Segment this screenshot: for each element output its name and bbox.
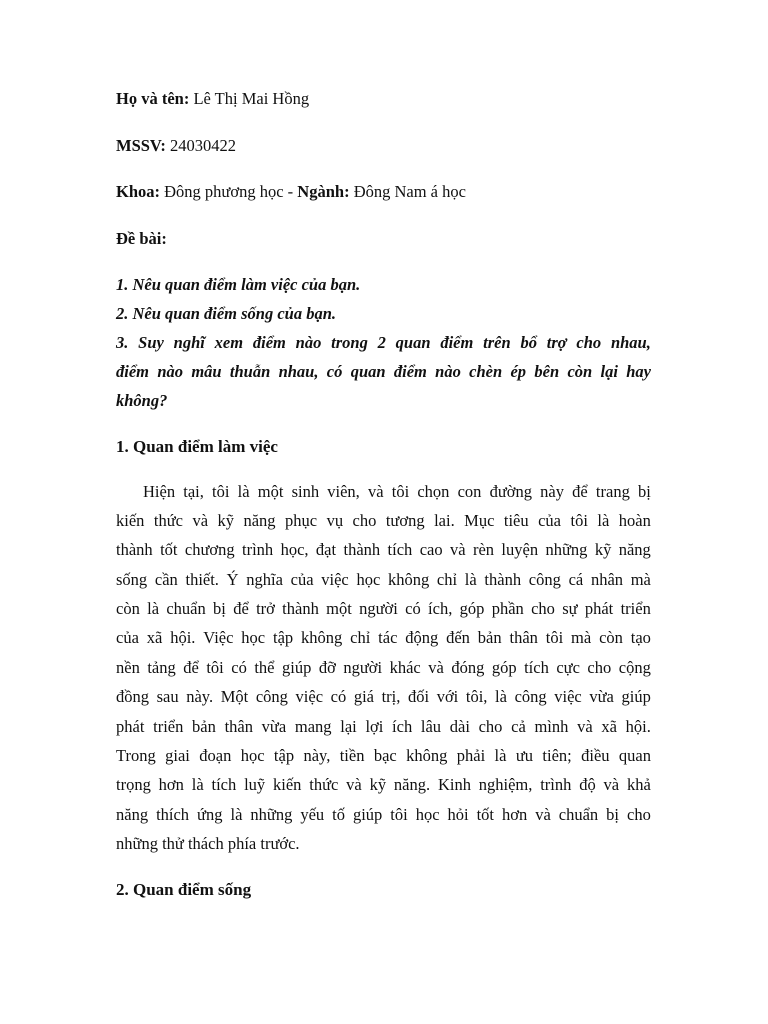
word: tiền [339, 746, 365, 766]
paragraph-line [116, 712, 651, 741]
task-item-3-line-3: không? [116, 390, 168, 410]
word: việc [295, 687, 324, 707]
word: vừa [589, 687, 614, 707]
word: nhau, [278, 361, 319, 381]
word: nhân [590, 569, 624, 589]
word: những [250, 804, 293, 824]
word: những [545, 540, 588, 560]
word: Mục [464, 510, 495, 530]
word: năng. [393, 775, 431, 795]
word: góp [459, 599, 485, 619]
word: đạt [315, 540, 337, 560]
word: tập [273, 746, 295, 766]
word: trở [256, 599, 275, 619]
word: nào [435, 361, 461, 381]
word: nhau, [610, 332, 651, 352]
word: đoạn [199, 746, 232, 766]
word: kiến [272, 775, 302, 795]
word: thành [343, 540, 381, 560]
word: và [603, 775, 620, 795]
word: độ [579, 775, 596, 795]
document-page [116, 84, 651, 920]
word: tốt [160, 540, 178, 560]
word: của [538, 510, 562, 530]
word: xem [214, 332, 244, 352]
student-id-row [116, 131, 651, 160]
word: yếu [300, 804, 325, 824]
word: thuẫn [229, 361, 271, 381]
word: cho [531, 599, 555, 619]
word: là [495, 687, 507, 707]
word: và [192, 510, 209, 530]
word: ích [392, 716, 413, 736]
word: tương [385, 510, 425, 530]
paragraph-line [116, 741, 651, 770]
word: và [428, 657, 444, 677]
word: cực [556, 657, 580, 677]
word: có [405, 599, 421, 619]
word: năng [116, 804, 149, 824]
word: lâu [420, 716, 442, 736]
word: có [326, 361, 343, 381]
word: thích [156, 804, 190, 824]
word: trình [540, 775, 572, 795]
paragraph-line [116, 477, 651, 506]
word: với [436, 687, 459, 707]
section-1-title: 1. Quan điểm làm việc [116, 436, 278, 456]
word: sống [116, 569, 148, 589]
word: còn [567, 361, 593, 381]
id-value: 24030422 [169, 135, 236, 155]
word: chỉ [350, 628, 371, 648]
word: Một [220, 687, 249, 707]
assignment-row [116, 224, 651, 253]
word: của [290, 569, 314, 589]
word: thành [282, 599, 319, 619]
paragraph-line [116, 682, 651, 711]
word: hơn [158, 775, 184, 795]
word: Ý [226, 569, 239, 589]
word: chương [184, 540, 235, 560]
name-label: Họ và tên: [116, 89, 190, 108]
word: quan [395, 332, 431, 352]
word: là [464, 569, 477, 589]
word: hỏi [447, 804, 469, 824]
word: trên [483, 332, 511, 352]
word: luyện [501, 540, 539, 560]
word: trình [242, 540, 274, 560]
word: này [540, 481, 564, 501]
task-item-1: 1. Nêu quan điểm làm việc của bạn. [116, 274, 361, 294]
word: trong [331, 332, 368, 352]
task-item-2: 2. Nêu quan điểm sống của bạn. [116, 303, 337, 323]
paragraph-line [116, 653, 651, 682]
word: là [237, 481, 250, 501]
word: bạc [373, 746, 397, 766]
word: cho [478, 716, 503, 736]
word: phải [456, 746, 486, 766]
word: thức [153, 510, 183, 530]
word: nghiệm, [478, 775, 533, 795]
word: lợi [365, 716, 384, 736]
id-label: MSSV: [116, 135, 166, 155]
word: sự [562, 599, 578, 619]
word: một [326, 599, 352, 619]
word: và [535, 804, 551, 824]
word: cá [568, 569, 584, 589]
word: khả [626, 775, 651, 795]
word: hội. [625, 716, 651, 736]
word: ép [510, 361, 527, 381]
word: công [514, 687, 547, 707]
word: luỹ [244, 775, 266, 795]
word: Trong [116, 746, 156, 766]
paragraph-line [116, 506, 651, 535]
word: kỹ [217, 510, 235, 530]
word: bị [606, 804, 620, 824]
word: giúp [282, 657, 312, 677]
word: động [405, 628, 439, 648]
word: năng [243, 510, 276, 530]
word: kiến [116, 510, 145, 530]
word: và [367, 481, 384, 501]
word: bị [213, 599, 226, 619]
word: chuẩn [166, 599, 206, 619]
word: trị, [381, 687, 401, 707]
word: người [359, 599, 398, 619]
word: nào [157, 361, 183, 381]
word: phát [584, 599, 614, 619]
word: phát [116, 716, 145, 736]
word: việc [321, 569, 349, 589]
word: triển [153, 716, 184, 736]
word: chỉ [436, 569, 458, 589]
word: và [346, 775, 362, 795]
word: mà [630, 569, 651, 589]
word: là [494, 746, 507, 766]
word: để [233, 599, 249, 619]
faculty-value: Đông phương học - [164, 182, 294, 201]
word: nào [295, 332, 322, 352]
word: đường [489, 481, 532, 501]
word: lại [600, 361, 618, 381]
word: quan [618, 746, 651, 766]
word: cho [576, 332, 602, 352]
student-name-row [116, 84, 651, 113]
word: Hiện [143, 481, 176, 501]
word: cả [511, 716, 526, 736]
word: Suy [138, 332, 164, 352]
word: tôi [391, 481, 410, 501]
word: tôi [212, 481, 230, 501]
task-item-3-line-1 [116, 328, 651, 357]
word: phục [285, 510, 318, 530]
word: của [116, 628, 139, 648]
word: thân [509, 628, 538, 648]
word: điểm [393, 361, 427, 381]
word: hơn [502, 804, 528, 824]
word: điểm [440, 332, 474, 352]
word: tốt [476, 804, 495, 824]
word: hoàn [618, 510, 651, 530]
word: tôi [206, 657, 224, 677]
word: nghĩ [173, 332, 205, 352]
name-value: Lê Thị Mai Hồng [193, 89, 310, 108]
word: là [147, 599, 160, 619]
word: này, [303, 746, 331, 766]
word: lai. [434, 510, 455, 530]
task-item-3-line-2 [116, 357, 651, 386]
word: tôi, [465, 687, 488, 707]
word: mang [294, 716, 332, 736]
word: là [230, 804, 243, 824]
word: sinh [291, 481, 320, 501]
word: giai [165, 746, 190, 766]
word: thiết. [185, 569, 219, 589]
word: chuẩn [558, 804, 599, 824]
paragraph-line [116, 770, 651, 799]
word: vụ [326, 510, 344, 530]
paragraph-line [116, 565, 651, 594]
faculty-row [116, 177, 651, 206]
word: để [572, 481, 588, 501]
paragraph-line: những thử thách phía trước. [116, 834, 300, 854]
word: bản [477, 628, 502, 648]
word: ứng [197, 804, 223, 824]
word: tích [524, 657, 549, 677]
word: tôi [545, 628, 564, 648]
word: cho [627, 804, 651, 824]
word: tạo [630, 628, 651, 648]
word: cho [587, 657, 612, 677]
word: đồng [116, 687, 149, 707]
word: điểm [116, 361, 149, 381]
word: trợ [546, 332, 567, 352]
word: cho [352, 510, 377, 530]
word: mâu [191, 361, 222, 381]
word: Kinh [437, 775, 471, 795]
section-1-paragraph [116, 477, 651, 859]
word: này. [186, 687, 214, 707]
word: việc [554, 687, 582, 707]
word: bên [534, 361, 560, 381]
word: học [240, 746, 265, 766]
word: mà [571, 628, 592, 648]
word: con [457, 481, 482, 501]
word: xã [146, 628, 163, 648]
word: tôi [570, 510, 588, 530]
word: điểm [252, 332, 286, 352]
word: trọng [116, 775, 151, 795]
task-list [116, 270, 651, 415]
word: khác [389, 657, 421, 677]
word: ích, [428, 599, 453, 619]
word: cao [419, 540, 443, 560]
word: nền [116, 657, 140, 677]
word: lại [340, 716, 357, 736]
word: sau [156, 687, 179, 707]
word: tích [211, 775, 237, 795]
word: đối [408, 687, 430, 707]
word: 3. [116, 332, 129, 352]
word: giá [353, 687, 374, 707]
word: năng [618, 540, 651, 560]
word: kỹ [594, 540, 612, 560]
word: giúp [352, 804, 383, 824]
word: Việc [203, 628, 234, 648]
word: và [577, 716, 593, 736]
word: người [343, 657, 383, 677]
paragraph-line [116, 623, 651, 652]
word: giúp [621, 687, 651, 707]
word: cộng [618, 657, 651, 677]
word: có [330, 687, 347, 707]
word: tập [272, 628, 294, 648]
word: ưu [515, 746, 534, 766]
word: chèn [469, 361, 503, 381]
word: bị [638, 481, 651, 501]
word: hay [626, 361, 651, 381]
word: học [356, 569, 381, 589]
word: công [255, 687, 288, 707]
word: là [597, 510, 610, 530]
word: xã [601, 716, 617, 736]
word: dài [449, 716, 470, 736]
faculty-label: Khoa: [116, 182, 161, 201]
word: cần [154, 569, 178, 589]
word: quan [350, 361, 386, 381]
word: rèn [472, 540, 495, 560]
word: thức [309, 775, 339, 795]
word: có [231, 657, 247, 677]
word: là [191, 775, 204, 795]
word: thành [116, 540, 153, 560]
word: tiêu [503, 510, 529, 530]
word: và [449, 540, 466, 560]
word: còn [599, 628, 623, 648]
word: tích [387, 540, 413, 560]
assignment-label: Đề bài: [116, 228, 167, 248]
word: bản [192, 716, 216, 736]
word: tố [332, 804, 345, 824]
section-2-title: 2. Quan điểm sống [116, 879, 252, 899]
word: đóng [451, 657, 485, 677]
major-value: Đông Nam á học [353, 182, 466, 201]
word: tại, [183, 481, 204, 501]
word: tảng [147, 657, 176, 677]
word: kỹ [369, 775, 387, 795]
word: phần [491, 599, 524, 619]
word: không [301, 628, 343, 648]
word: trang [595, 481, 630, 501]
word: đến [446, 628, 470, 648]
word: góp [491, 657, 517, 677]
word: nghĩa [246, 569, 283, 589]
word: còn [116, 599, 140, 619]
word: đỡ [318, 657, 336, 677]
word: bổ [520, 332, 537, 352]
word: chọn [417, 481, 450, 501]
word: tác [378, 628, 398, 648]
word: viên, [327, 481, 360, 501]
word: mình [534, 716, 569, 736]
word: tôi [390, 804, 408, 824]
word: để [183, 657, 199, 677]
major-label: Ngành: [297, 182, 350, 201]
word: học [415, 804, 440, 824]
word: thể [254, 657, 275, 677]
word: thân [224, 716, 253, 736]
paragraph-line [116, 594, 651, 623]
word: triển [620, 599, 651, 619]
word: công [528, 569, 561, 589]
paragraph-line [116, 800, 651, 829]
word: một [257, 481, 284, 501]
word: học [241, 628, 266, 648]
word: không [406, 746, 448, 766]
word: thành [484, 569, 522, 589]
word: 2 [377, 332, 386, 352]
word: điều [581, 746, 610, 766]
word: tiên; [542, 746, 572, 766]
word: không [387, 569, 430, 589]
word: vừa [261, 716, 287, 736]
word: học, [280, 540, 309, 560]
paragraph-line [116, 535, 651, 564]
word: hội. [170, 628, 196, 648]
